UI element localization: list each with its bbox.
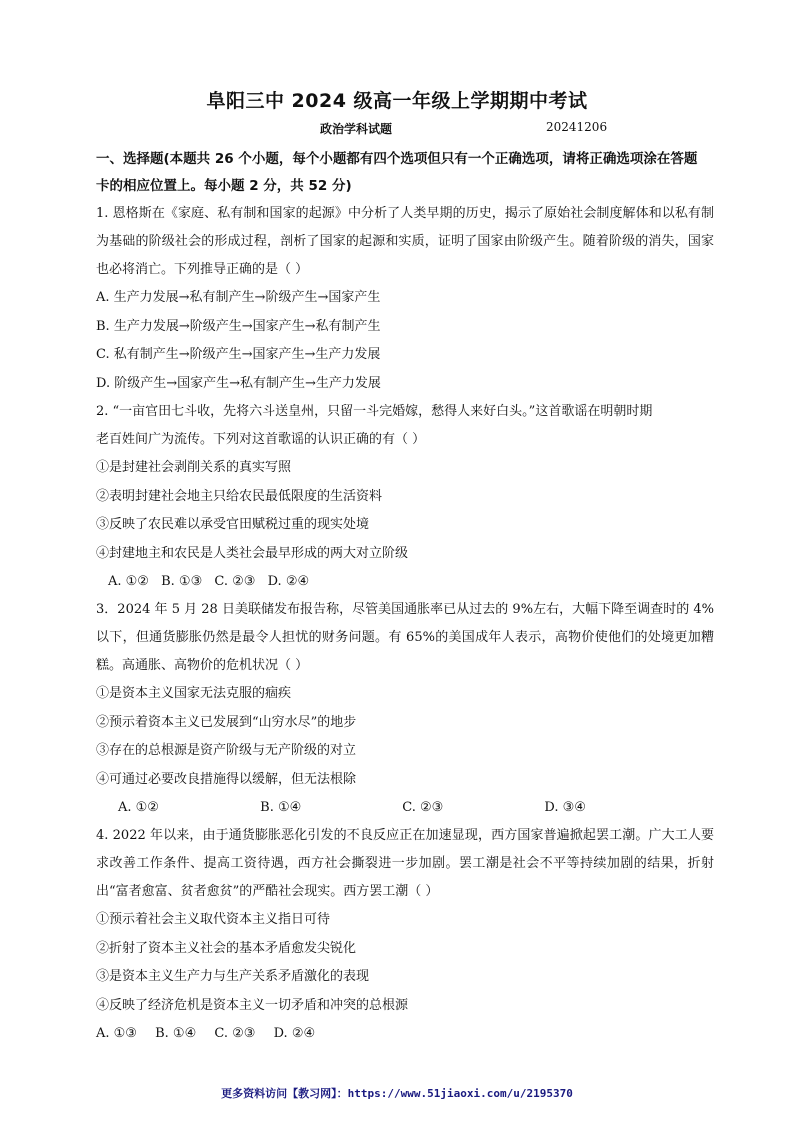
answer-c: C. ②③ xyxy=(402,800,444,815)
subtitle-row xyxy=(0,120,794,138)
answer-d: D. ②④ xyxy=(273,1026,316,1041)
answer-b: B. ①④ xyxy=(155,1026,197,1041)
answer-c: C. ②③ xyxy=(214,574,256,589)
answer-choices xyxy=(96,568,714,596)
option-a: A. 生产力发展→私有制产生→阶级产生→国家产生 xyxy=(96,290,381,305)
question-1 xyxy=(96,200,714,398)
answer-b: B. ①③ xyxy=(161,574,203,589)
statement-2: ②预示着资本主义已发展到“山穷水尽”的地步 xyxy=(96,714,357,730)
question-stem-continued: 老百姓间广为流传。下列对这首歌谣的认识正确的有（ ） xyxy=(96,432,426,447)
statement-4: ④反映了经济危机是资本主义一切矛盾和冲突的总根源 xyxy=(96,997,409,1013)
statement-3: ③反映了农民难以承受官田赋税过重的现实处境 xyxy=(96,517,370,532)
question-2 xyxy=(96,398,714,596)
answer-choices xyxy=(96,794,714,822)
option-b: B. 生产力发展→阶级产生→国家产生→私有制产生 xyxy=(96,318,381,334)
statement-1: ①是资本主义国家无法克服的痼疾 xyxy=(96,686,292,701)
statement-4: ④封建地主和农民是人类社会最早形成的两大对立阶级 xyxy=(96,545,409,561)
answer-a: A. ①③ xyxy=(96,1026,137,1041)
answer-a: A. ①② xyxy=(108,574,149,589)
statement-3: ③是资本主义生产力与生产关系矛盾激化的表现 xyxy=(96,969,370,984)
statement-1: ①预示着社会主义取代资本主义指日可待 xyxy=(96,912,331,927)
answer-d: D. ③④ xyxy=(544,800,586,815)
question-stem: 4. 2022 年以来，由于通货膨胀恶化引发的不良反应正在加速显现，西方国家普遍掀起罢工潮。广大工人要求改善工作条件、提高工资待遇，西方社会撕裂进一步加剧。罢工潮是社会不平等持续加剧的结果，折射出“富者愈富、贫者愈贫”的严酷社会现实。西方罢工潮（ ） xyxy=(96,828,714,899)
question-stem: 3．2024 年 5 月 28 日美联储发布报告称，尽管美国通胀率已从过去的 9%左右，大幅下降至调查时的 4%以下，但通货膨胀仍然是最令人担忧的财务问题。有 65%的美国成年人表示，高物价使他们的处境更加糟糕。高通胀、高物价的危机状况（ ） xyxy=(96,602,714,673)
statement-1: ①是封建社会剥削关系的真实写照 xyxy=(96,460,292,475)
statement-2: ②表明封建社会地主只给农民最低限度的生活资料 xyxy=(96,488,383,504)
footer xyxy=(0,1085,794,1101)
question-4 xyxy=(96,822,714,1048)
exam-title: 阜阳三中 2024 级高一年级上学期期中考试 xyxy=(206,90,588,112)
section-heading: 一、选择题(本题共 26 个小题，每个小题都有四个选项但只有一个正确选项，请将正确选项涂在答题卡的相应位置上。每小题 2 分，共 52 分) xyxy=(96,151,698,194)
statement-4: ④可通过必要改良措施得以缓解，但无法根除 xyxy=(96,771,357,787)
answer-d: D. ②④ xyxy=(267,574,310,589)
footer-prefix: 更多资料访问【教习网】： xyxy=(221,1087,348,1100)
answer-b: B. ①④ xyxy=(260,800,302,815)
footer-link[interactable]: https://www.51jiaoxi.com/u/2195370 xyxy=(347,1087,573,1100)
answer-choices xyxy=(96,1020,714,1048)
statement-3: ③存在的总根源是资产阶级与无产阶级的对立 xyxy=(96,743,357,758)
answer-a: A. ①② xyxy=(118,800,159,815)
option-d: D. 阶级产生→国家产生→私有制产生→生产力发展 xyxy=(96,375,381,391)
option-c: C. 私有制产生→阶级产生→国家产生→生产力发展 xyxy=(96,347,381,362)
question-3 xyxy=(96,596,714,822)
answer-c: C. ②③ xyxy=(214,1026,256,1041)
exam-code: 20241206 xyxy=(546,120,608,134)
subject-title: 政治学科试题 xyxy=(320,122,393,136)
question-stem: 2. “一亩官田七斗收，先将六斗送皇州，只留一斗完婚嫁，愁得人来好白头。”这首歌谣在明朝时期 xyxy=(96,404,653,419)
questions-area xyxy=(96,200,714,1048)
statement-2: ②折射了资本主义社会的基本矛盾愈发尖锐化 xyxy=(96,940,357,956)
question-stem: 1. 恩格斯在《家庭、私有制和国家的起源》中分析了人类早期的历史，揭示了原始社会制度解体和以私有制为基础的阶级社会的形成过程，剖析了国家的起源和实质，证明了国家由阶级产生。随着阶级的消失，国家也必将消亡。下列推导正确的是（ ） xyxy=(96,206,714,277)
